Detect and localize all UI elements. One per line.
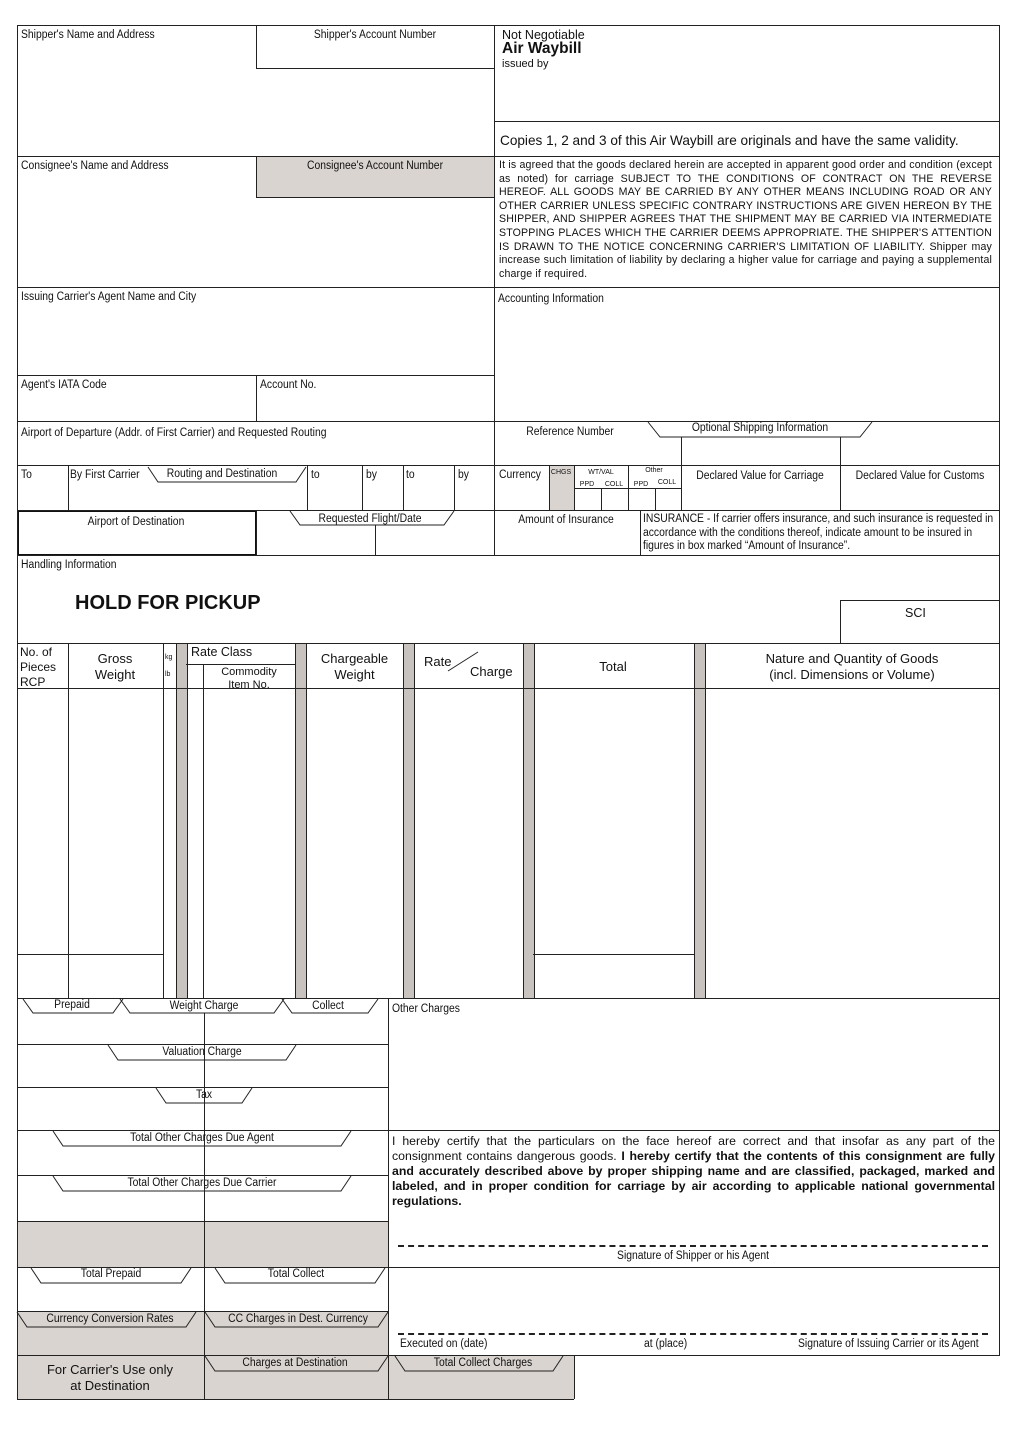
certification-bold-text: I hereby certify that the contents of this consignment are fully and accurately described above by proper shipping name and are classified, packaged, marked and labeled, and in proper condition for carriage by air according to applicable national governmental regulations. bbox=[392, 1149, 995, 1208]
coll-label-1: COLL bbox=[604, 481, 624, 488]
departure-label: Airport of Departure (Addr. of First Carrier) and Requested Routing bbox=[21, 427, 327, 439]
rule bbox=[840, 600, 1000, 601]
declared-carriage-label: Declared Value for Carriage bbox=[696, 470, 824, 482]
separator-bar bbox=[176, 644, 188, 998]
rule bbox=[494, 121, 1000, 122]
rule bbox=[403, 465, 404, 510]
carrier-signature-line bbox=[398, 1333, 988, 1335]
rule bbox=[17, 287, 1000, 288]
agent-iata-label: Agent's IATA Code bbox=[21, 379, 107, 391]
gross-weight-header: Gross Weight bbox=[94, 651, 136, 682]
rule bbox=[17, 1044, 388, 1045]
document-title: Air Waybill bbox=[502, 40, 582, 57]
rule bbox=[204, 1013, 205, 1399]
shipper-signature-label: Signature of Shipper or his Agent bbox=[617, 1250, 769, 1262]
agent-name-label: Issuing Carrier's Agent Name and City bbox=[21, 291, 197, 303]
rule bbox=[17, 156, 1000, 157]
rule bbox=[17, 421, 1000, 422]
to-label-2: to bbox=[311, 469, 320, 481]
currency-conversion-label: Currency Conversion Rates bbox=[46, 1313, 174, 1325]
accounting-label: Accounting Information bbox=[498, 293, 604, 305]
other-label: Other bbox=[645, 467, 663, 474]
rule bbox=[533, 954, 694, 955]
currency-label: Currency bbox=[499, 469, 541, 481]
total-other-agent-label: Total Other Charges Due Agent bbox=[130, 1132, 274, 1144]
rule bbox=[681, 437, 682, 510]
tax-label: Tax bbox=[195, 1089, 213, 1101]
declared-customs-label: Declared Value for Customs bbox=[855, 470, 985, 482]
routing-destination-label: Routing and Destination bbox=[166, 468, 278, 480]
rule bbox=[17, 1399, 574, 1400]
rate-header: Rate bbox=[424, 654, 452, 669]
rule bbox=[17, 1130, 1000, 1131]
rule bbox=[17, 25, 1000, 26]
rule bbox=[17, 998, 1000, 999]
rule bbox=[388, 998, 389, 1399]
rule bbox=[256, 25, 257, 68]
rule bbox=[574, 1355, 575, 1399]
rule bbox=[494, 25, 495, 555]
shipper-account-label: Shipper's Account Number bbox=[313, 29, 437, 41]
rule bbox=[454, 465, 455, 510]
destination-label: Airport of Destination bbox=[87, 516, 185, 528]
certification-text: I hereby certify that the particulars on the face hereof are correct and that insofar as any part of the consignment contains dangerous goods. bbox=[392, 1134, 995, 1163]
executed-on-label: Executed on (date) bbox=[400, 1338, 488, 1350]
total-collect-label: Total Collect bbox=[267, 1268, 325, 1280]
flight-date-label: Requested Flight/Date bbox=[318, 513, 422, 525]
rule bbox=[17, 555, 1000, 556]
lb-label: lb bbox=[165, 671, 171, 678]
by-label-3: by bbox=[458, 469, 469, 481]
rule bbox=[68, 465, 69, 510]
rule bbox=[256, 510, 257, 555]
shipper-certification bbox=[392, 1134, 995, 1209]
rule bbox=[17, 1221, 388, 1222]
separator-bar bbox=[403, 644, 415, 998]
shipper-signature-line bbox=[398, 1245, 988, 1247]
total-other-carrier-label: Total Other Charges Due Carrier bbox=[127, 1177, 277, 1189]
shipper-name-label: Shipper's Name and Address bbox=[21, 29, 155, 41]
ppd-label-2: PPD bbox=[633, 481, 649, 488]
rule bbox=[256, 375, 257, 421]
rule bbox=[628, 465, 629, 510]
to-label-3: to bbox=[406, 469, 415, 481]
pieces-header: No. of Pieces RCP bbox=[20, 645, 57, 689]
sci-label: SCI bbox=[905, 606, 926, 620]
kg-label: kg bbox=[165, 654, 173, 661]
at-place-label: at (place) bbox=[644, 1338, 688, 1350]
not-negotiable-label: Not Negotiable bbox=[502, 28, 585, 42]
consignee-name-label: Consignee's Name and Address bbox=[21, 160, 169, 172]
carrier-use-label: For Carrier's Use only at Destination bbox=[46, 1362, 173, 1393]
chargeable-weight-header: Chargeable Weight bbox=[320, 651, 389, 682]
rule bbox=[256, 156, 257, 197]
rule bbox=[17, 1311, 388, 1312]
issued-by-label: issued by bbox=[502, 58, 549, 70]
other-charges-label: Other Charges bbox=[392, 1003, 460, 1015]
rule bbox=[17, 1175, 388, 1176]
rule bbox=[256, 68, 494, 69]
coll-label-2: COLL bbox=[657, 479, 677, 486]
rate-class-header: Rate Class bbox=[191, 645, 253, 659]
handling-value: HOLD FOR PICKUP bbox=[75, 592, 261, 614]
cc-charges-label: CC Charges in Dest. Currency bbox=[228, 1313, 368, 1325]
rule bbox=[17, 688, 1000, 689]
commodity-header: Commodity Item No. bbox=[221, 666, 277, 691]
carrier-signature-label: Signature of Issuing Carrier or its Agent bbox=[798, 1338, 979, 1350]
total-collect-charges-label: Total Collect Charges bbox=[433, 1357, 533, 1369]
to-label: To bbox=[21, 469, 32, 481]
rule bbox=[640, 510, 641, 555]
first-carrier-label: By First Carrier bbox=[70, 469, 140, 481]
rule bbox=[549, 465, 550, 510]
by-label-2: by bbox=[366, 469, 377, 481]
rule bbox=[999, 25, 1000, 1355]
rule bbox=[17, 25, 18, 1399]
insurance-note: INSURANCE - If carrier offers insurance, and such insurance is requested in accordance with the conditions thereof, indicate amount to be insured in figures in box marked “Amount of Insurance”. bbox=[643, 513, 994, 552]
rule bbox=[307, 465, 308, 510]
rule bbox=[655, 488, 656, 510]
rule bbox=[840, 437, 841, 510]
valuation-charge-label: Valuation Charge bbox=[162, 1046, 242, 1058]
prepaid-total-shade bbox=[17, 1222, 204, 1267]
rule bbox=[17, 1087, 388, 1088]
rule bbox=[375, 525, 376, 555]
wtval-label: WT/VAL bbox=[588, 469, 614, 476]
collect-total-shade bbox=[205, 1222, 388, 1267]
chgs-label: CHGS bbox=[550, 469, 572, 476]
reference-number-label: Reference Number bbox=[526, 426, 614, 438]
insurance-amount-label: Amount of Insurance bbox=[518, 514, 614, 526]
rule bbox=[68, 643, 69, 998]
optional-shipping-label: Optional Shipping Information bbox=[691, 422, 829, 434]
rule bbox=[574, 465, 575, 510]
handling-label: Handling Information bbox=[21, 559, 117, 571]
copies-note: Copies 1, 2 and 3 of this Air Waybill are originals and have the same validity. bbox=[500, 133, 959, 148]
rule bbox=[601, 488, 602, 510]
charges-at-destination-label: Charges at Destination bbox=[242, 1357, 348, 1369]
ppd-label-1: PPD bbox=[579, 481, 595, 488]
prepaid-label: Prepaid bbox=[54, 999, 90, 1011]
rule bbox=[17, 954, 163, 955]
consignee-account-label: Consignee's Account Number bbox=[306, 160, 444, 172]
rule bbox=[256, 197, 494, 198]
conditions-of-contract: It is agreed that the goods declared herein are accepted in apparent good order and condition (except as noted) for carriage SUBJECT TO THE CONDITIONS OF CONTRACT ON THE REVERSE HEREOF. ALL GOODS MAY BE CARRIED BY ANY OTHER MEANS INCLUDING ROAD OR ANY OTHER CARRIER UNLESS SPECIFIC CONTRARY INSTRUCTIONS ARE GIVEN HEREON BY THE SHIPPER, AND SHIPPER AGREES THAT THE SHIPMENT MAY BE CARRIED VIA INTERMEDIATE STOPPING PLACES WHICH THE CARRIER DEEMS APPROPRIATE. THE SHIPPER'S ATTENTION IS DRAWN TO THE NOTICE CONCERNING CARRIER'S LIMITATION OF LIABILITY. Shipper may increase such limitation of liability by declaring a higher value for carriage and paying a supplemental charge if required. bbox=[499, 159, 992, 280]
total-header: Total bbox=[599, 659, 627, 674]
rule bbox=[362, 465, 363, 510]
total-prepaid-label: Total Prepaid bbox=[80, 1268, 142, 1280]
nature-quantity-header: Nature and Quantity of Goods (incl. Dimensions or Volume) bbox=[765, 651, 939, 682]
rule bbox=[17, 1267, 1000, 1268]
rule bbox=[17, 1355, 1000, 1356]
rule bbox=[17, 465, 1000, 466]
collect-label: Collect bbox=[312, 1000, 344, 1012]
rule bbox=[840, 600, 841, 643]
rule bbox=[203, 664, 204, 998]
weight-charge-label: Weight Charge bbox=[169, 1000, 239, 1012]
charge-header: Charge bbox=[470, 664, 513, 679]
separator-bar bbox=[523, 644, 535, 998]
separator-bar bbox=[295, 644, 307, 998]
rule bbox=[163, 643, 164, 998]
rule bbox=[17, 643, 1000, 644]
account-no-label: Account No. bbox=[260, 379, 317, 391]
separator-bar bbox=[694, 644, 706, 998]
